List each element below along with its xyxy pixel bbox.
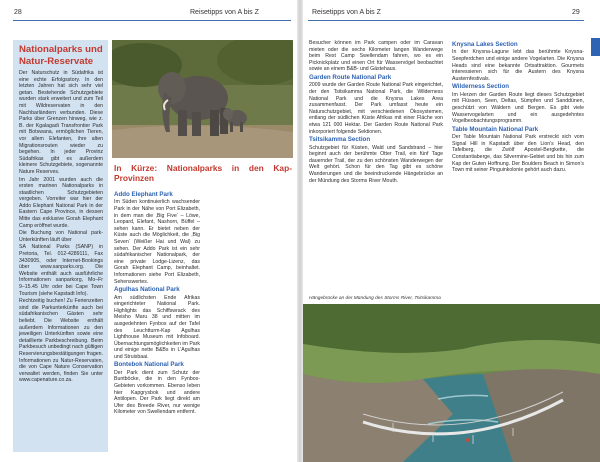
box-paragraph: SA National Parks (SANP) in Pretoria, Tel. 012-4289111, Fax 3430905, oder Internet-Bookings über www.sanparks.org. Die Website enthält auch ausführliche Informationen sanparkorg, Mo–Fr 9–15.45 Uhr oder bei Cape Town Tourism (siehe Kapstadt Info).: [19, 244, 103, 297]
page-number-right: 29: [572, 9, 580, 16]
tsitsikamma-heading: Tsitsikamma Section: [309, 136, 371, 144]
box-paragraph: Rechtzeitig buchen! Zu Ferienzeiten sind die Parkunterkünfte auch bei südafrikanischen Gästen sehr beliebt. Die Website enthält außerdem Informationen zu den jeweiligen Unterkünften sowie eine detaillierte Parkbeschreibung. Beim Parkbesuch unbedingt nach gültigen Reservierungsbestätigungen fragen. Informationen zu Natur-Reservaten, die von Cape Nature Conservation verwaltet werden, finden Sie unter www.capenature.co.za.: [19, 298, 103, 384]
wilderness-text: Im Herzen der Garden Route liegt dieses Schutzgebiet mit Flüssen, Seen, Deltas, Sümpfen und Sanddünen, geschützt von Wäldern und Bergen. Es gibt viele Wasservogelarten und ein ausgedehntes Vogelbeobachtungsprogramm.: [452, 91, 584, 125]
addo-text: Im Süden kontinuierlich wachsender Park in der Nähe von Port Elizabeth, in dem man die ‚Big Five‘ – Löwe, Leopard, Elefant, Nashorn, Büffel – sehen kann. Er bietet neben der Küste auch die Möglichkeit, die ‚Big Seven‘ (Weißer Hai und Wal) zu sehen. Der Addo Park ist ein sehr südafrikanischer Nationalpark, der eine private Lodge-Lizenz, das Gorah Elephant Camp, beinhaltet. Informationen siehe Port Elizabeth, Sehenswertes.: [114, 199, 200, 285]
box-paragraph: Der Naturschutz in Südafrika ist eine echte Erfolgsstory. In den letzten Jahren hat sich sehr viel getan. Bestehende Schutzgebiete wurden stark erweitert und zum Teil mit Wildreservaten in den Nachbarländern verbunden. Diese Parks über Grenzen hinweg, wie z. B. der Kgalagadi Transfrontier Park mit Botswana, ermöglichen Tieren, vor allem Elefanten, ihre alten Migrationsrouten wieder zu begehen. In jeder Provinz Südafrikas gibt es außerdem kleinere Schutzgebiete, sogenannte Nature Reserves.: [19, 70, 103, 175]
chapter-tab: [591, 38, 600, 56]
in-kuerze-title: In Kürze: Nationalparks in den Kap-Provinzen: [114, 163, 292, 183]
tsitsikamma-text: Schutzgebiet für Küsten, Wald und Sandstrand – hier beginnt auch der berühmte Otter Trail, ein fünf Tage dauernder Trail, der zu den schönsten Wanderwegen der Welt gehört. Schon für den Tag gibt es schöne Wanderungen und die beeindruckende Hängebrücke an der Mündung des Storms River Mouth.: [309, 144, 443, 184]
in-kuerze-section: [114, 164, 292, 185]
right-middle-column: [309, 40, 443, 185]
header-rule-left: [13, 20, 291, 21]
bontebok-continued: Besucher können im Park campen oder im Caravan mieten oder die sechs Kilometer langen Wanderwege beim Rest Camp Swellendam fahren, wo es ein Picknickplatz und einen Ort für Wasservögel beobachtet sowie an einem B&B- und Gästehaus.: [309, 40, 443, 73]
bontebok-text: Der Park dient zum Schutz der Buntböcke, die in den Fynbos-Gebieten vorkommen. Ebenso leben hier Kapgrysbok und andere Antilopen. Der Park liegt direkt am Ufer des Breede River, nur wenige Kilometer von Swellendam entfernt.: [114, 369, 200, 416]
table-mountain-heading: Table Mountain National Park: [452, 125, 539, 133]
box-paragraph: Im Jahr 2001 wurden auch die ersten marinen Nationalparks in staatlichen Schutzgebieten vergeben. Vorreiter war hier der Addo Elephant National Park in der Eastern Cape Province, in dessen Mitte das exklusive Gorah Elephant Camp eröffnet wurde.: [19, 176, 103, 229]
storms-river-photo: [303, 304, 600, 462]
page-number-left: 28: [14, 9, 22, 16]
garden-route-heading: Garden Route National Park: [309, 73, 392, 81]
knysna-heading: Knysna Lakes Section: [452, 41, 518, 48]
addo-heading: Addo Elephant Park: [114, 191, 173, 198]
nationalparks-box: [13, 40, 108, 452]
table-mountain-text: Der Table Mountain National Park erstreckt sich vom Signal Hill in Kapstadt über den Lion’s Head, den Tafelberg, die Zwölf Apostel-Bergkette, die Constantiaberge, das Silvermine-Gebiet und bis hin zum Kap der Guten Hoffnung. Der Boulders Beach in Simon’s Town mit seiner Pinguinkolonie gehört auch dazu.: [452, 134, 584, 174]
elephant-photo-image: [112, 40, 293, 158]
running-head-right: Reisetipps von A bis Z: [312, 9, 381, 16]
box-text: [19, 70, 103, 384]
knysna-text: In der Knysna-Lagune lebt das berühmte Knysna-Seepferdchen und einige andere Vogelarten. Die Knysna Heads sind eine bekannte Ortsattraktion. Gourmets interessieren sich für die Austern des Knysna Austernfestivals.: [452, 49, 584, 82]
garden-route-text: 2009 wurde der Garden Route National Park eingerichtet, der den Tsitsikamma National Park, die Wilderness National Park und die Knysna Lakes Area zusammenfasst. Der Park umfasst heute ein Naturschutzgebiet, mit verschiedenen Ökosystemen, entlang der südlichen Küste Afrikas mit einer Fläche von etwa 121 000 Hektar. Der Garden Route National Park inkorporiert folgende Sektionen.: [309, 82, 443, 135]
wilderness-heading: Wilderness Section: [452, 83, 510, 91]
agulhas-text: Am südlichsten Ende Afrikas eingerichteter National Park. Highlights das Schiffswrack des Meisho Maru 38 und mitten im ausgedehnten Fynbos auf der Tafel des Leuchtturm-Kap Agulhas Lighthouse Museum mit Infoboard. Übernachtungsmöglichkeiten im Park und einige nette B&Bs in L’Agulhas und Struisbaai.: [114, 294, 200, 360]
photo-caption: Hängebrücke an der Mündung des Storms River, Tsitsikamma: [309, 296, 441, 301]
header-rule-right: [308, 20, 584, 21]
box-title: Nationalparks und Natur-Reservate: [19, 44, 103, 67]
box-paragraph: Die Buchung von National park-Unterkünften läuft über: [19, 230, 103, 243]
running-head-left: Reisetipps von A bis Z: [190, 9, 259, 16]
elephant-photo: [112, 40, 293, 158]
right-column: [452, 40, 584, 175]
storms-river-photo-image: [303, 304, 600, 462]
in-kuerze-column-1: [114, 190, 200, 417]
bontebok-heading: Bontebok National Park: [114, 361, 184, 369]
agulhas-heading: Agulhas National Park: [114, 286, 180, 294]
